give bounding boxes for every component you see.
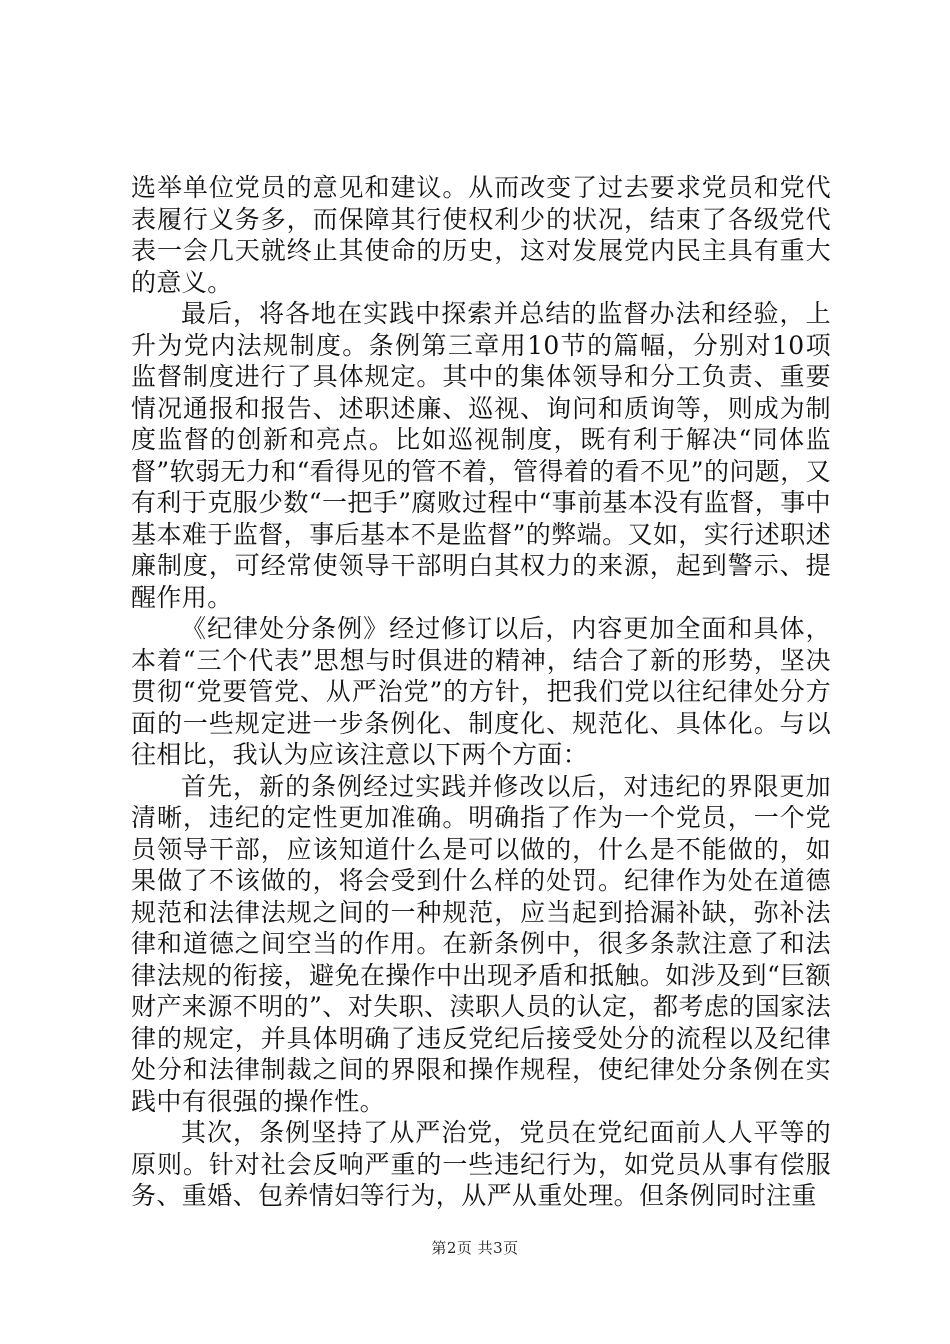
paragraph-first-aspect: 首先，新的条例经过实践并修改以后，对违纪的界限更加清晰，违纪的定性更加准确。明确指了作为一个党员，一个党员领导干部，应该知道什么是可以做的，什么是不能做的，如果做了不该做的，将会受到什么样的处罚。纪律作为处在道德规范和法律法规之间的一种规范，应当起到拾漏补缺，弥补法律和道德之间空当的作用。在新条例中，很多条款注意了和法律法规的衔接，避免在操作中出现矛盾和抵触。如涉及到“巨额财产来源不明的”、对失职、渎职人员的认定，都考虑的国家法律的规定，并具体明确了违反党纪后接受处分的流程以及纪律处分和法律制裁之间的界限和操作规程，使纪律处分条例在实践中有很强的操作性。 (131, 771, 831, 1116)
paragraph-supervision-system: 最后，将各地在实践中探索并总结的监督办法和经验，上升为党内法规制度。条例第三章用10节的篇幅，分别对10项监督制度进行了具体规定。其中的集体领导和分工负责、重要情况通报和报告、述职述廉、巡视、询问和质询等，则成为制度监督的创新和亮点。比如巡视制度，既有利于解决“同体监督”软弱无力和“看得见的管不着，管得着的看不见”的问题，又有利于克服少数“一把手”腐败过程中“事前基本没有监督，事中基本难于监督，事后基本不是监督”的弊端。又如，实行述职述廉制度，可经常使领导干部明白其权力的来源，起到警示、提醒作用。 (131, 299, 831, 612)
paragraph-discipline-regulation: 《纪律处分条例》经过修订以后，内容更加全面和具体，本着“三个代表”思想与时俱进的精神，结合了新的形势，坚决贯彻“党要管党、从严治党”的方针，把我们党以往纪律处分方面的一些规定进一步条例化、制度化、规范化、具体化。与以往相比，我认为应该注意以下两个方面： (131, 614, 831, 769)
page-footer: 第2页 共3页 (431, 1239, 519, 1257)
paragraph-continuation: 选举单位党员的意见和建议。从而改变了过去要求党员和党代表履行义务多，而保障其行使权利少的状况，结束了各级党代表一会几天就终止其使命的历史，这对发展党内民主具有重大的意义。 (131, 173, 831, 297)
paragraph-second-aspect: 其次，条例坚持了从严治党，党员在党纪面前人人平等的原则。针对社会反响严重的一些违纪行为，如党员从事有偿服务、重婚、包养情妇等行为，从严从重处理。但条例同时注重 (131, 1118, 831, 1210)
document-body (131, 172, 831, 1212)
